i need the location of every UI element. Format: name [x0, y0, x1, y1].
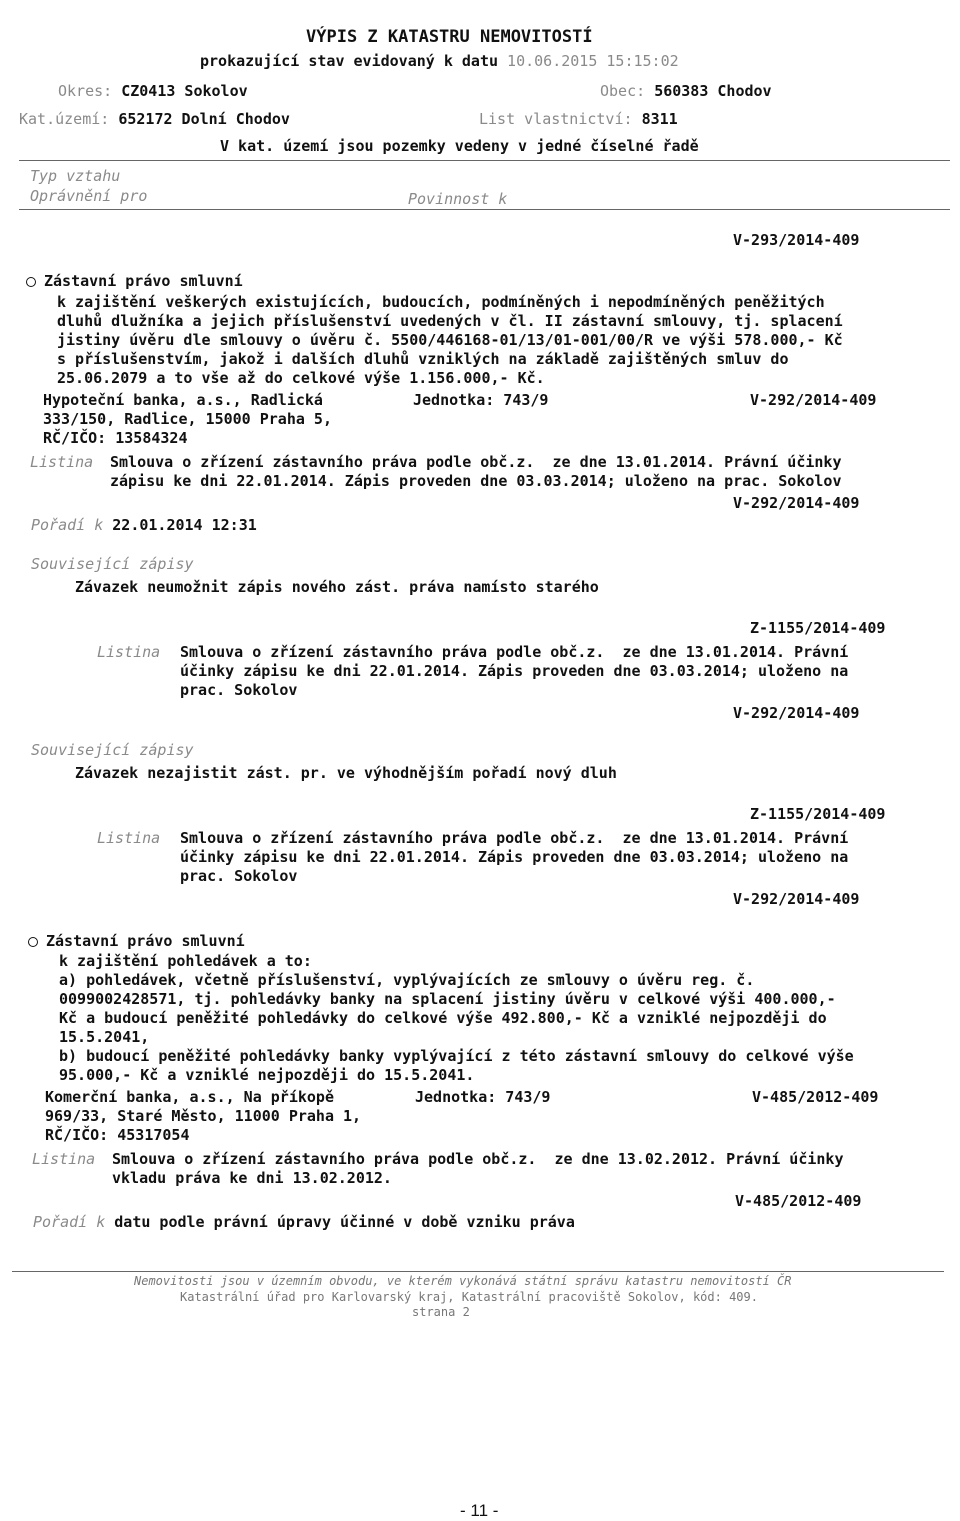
related-0-label: Související zápisy: [31, 555, 194, 573]
bullet-icon: [28, 937, 38, 947]
related-0-ref-top: Z-1155/2014-409: [750, 619, 886, 637]
kat-value: 652172 Dolní Chodov: [118, 110, 290, 128]
obec-label: Obec:: [600, 82, 646, 100]
entry1-line-2: jistiny úvěru dle smlouvy o úvěru č. 5500/446168-01/13/01-001/00/R ve výši 578.000,- Kč: [57, 331, 843, 349]
list-value: 8311: [641, 110, 678, 128]
header-note: V kat. území jsou pozemky vedeny v jedné číselné řadě: [220, 137, 699, 155]
page-number: - 11 -: [460, 1501, 499, 1520]
subtitle-prefix: prokazující stav evidovaný k datu: [200, 52, 499, 70]
entry1-line-3: s příslušenstvím, jakož i dalších dluhů vzniklých na základě zajištěných smluv do: [57, 350, 789, 368]
related-1-ref-top: Z-1155/2014-409: [750, 805, 886, 823]
entry2-line-2: 0099002428571, tj. pohledávky banky na splacení jistiny úvěru v celkové výši 400.000,-: [59, 990, 836, 1008]
entry2-listina-ref: V-485/2012-409: [735, 1192, 862, 1210]
entry2-party-2: RČ/IČO: 45317054: [45, 1126, 190, 1144]
entry1-party-1: 333/150, Radlice, 15000 Praha 5,: [43, 410, 332, 428]
entry2-listina-label: Listina: [32, 1150, 96, 1168]
column-opravneni-pro: Oprávnění pro: [30, 187, 148, 205]
column-povinnost-k: Povinnost k: [408, 190, 508, 208]
obec-row: [600, 82, 772, 101]
related-1-listina-line-1: účinky zápisu ke dni 22.01.2014. Zápis proveden dne 03.03.2014; uloženo na: [180, 848, 849, 866]
subtitle-date: 10.06.2015 15:15:02: [507, 52, 679, 70]
footer-line-3: strana 2: [412, 1305, 470, 1319]
related-0-text: Závazek neumožnit zápis nového zást. práva namísto starého: [75, 578, 599, 596]
entry1-top-ref: V-293/2014-409: [733, 231, 860, 249]
entry1-poradi-label: Pořadí k: [31, 516, 104, 534]
entry1-line-1: dluhů dlužníka a jejich příslušenství uvedených v čl. II zástavní smlouvy, tj. splacení: [57, 312, 843, 330]
list-row: [479, 110, 678, 129]
related-1-label: Související zápisy: [31, 741, 194, 759]
entry2-listina-line-1: vkladu práva ke dni 13.02.2012.: [112, 1169, 392, 1187]
kat-label: Kat.území:: [19, 110, 110, 128]
entry2-line-4: 15.5.2041,: [59, 1028, 150, 1046]
related-1-listina-line-2: prac. Sokolov: [180, 867, 298, 885]
okres-label: Okres:: [58, 82, 113, 100]
entry1-party-0: Hypoteční banka, a.s., Radlická: [43, 391, 323, 409]
entry1-poradi: [31, 516, 257, 535]
related-0-listina-line-2: prac. Sokolov: [180, 681, 298, 699]
kat-row: [19, 110, 290, 129]
related-1-listina-label: Listina: [97, 829, 161, 847]
column-typ-vztahu: Typ vztahu: [30, 167, 121, 185]
entry1-line-0: k zajištění veškerých existujících, budoucích, podmíněných i nepodmíněných peněžitých: [57, 293, 825, 311]
divider-top: [19, 160, 950, 161]
entry2-party-1: 969/33, Staré Město, 11000 Praha 1,: [45, 1107, 362, 1125]
entry2-heading: [28, 932, 245, 951]
entry2-unit-ref: V-485/2012-409: [752, 1088, 879, 1106]
document-title: VÝPIS Z KATASTRU NEMOVITOSTÍ: [306, 27, 593, 47]
footer-line-2: Katastrální úřad pro Karlovarský kraj, Katastrální pracoviště Sokolov, kód: 409.: [180, 1290, 758, 1304]
entry2-poradi-value: datu podle právní úpravy účinné v době vzniku práva: [114, 1213, 575, 1231]
divider-columns: [19, 209, 950, 210]
entry2-line-5: b) budoucí peněžité pohledávky banky vyplývající z této zástavní smlouvy do celkové výše: [59, 1047, 854, 1065]
footer-line-1: Nemovitosti jsou v územním obvodu, ve kterém vykonává státní správu katastru nemovitostí ČR: [134, 1274, 792, 1288]
related-0-listina-line-0: Smlouva o zřízení zástavního práva podle obč.z. ze dne 13.01.2014. Právní: [180, 643, 849, 661]
entry1-heading: [26, 272, 243, 291]
entry2-listina-line-0: Smlouva o zřízení zástavního práva podle obč.z. ze dne 13.02.2012. Právní účinky: [112, 1150, 844, 1168]
bullet-icon: [26, 277, 36, 287]
entry2-line-6: 95.000,- Kč a vzniklé nejpozději do 15.5.2041.: [59, 1066, 475, 1084]
entry1-listina-ref: V-292/2014-409: [733, 494, 860, 512]
divider-footer: [12, 1271, 944, 1272]
related-0-listina-line-1: účinky zápisu ke dni 22.01.2014. Zápis proveden dne 03.03.2014; uloženo na: [180, 662, 849, 680]
entry1-line-4: 25.06.2079 a to vše až do celkové výše 1.156.000,- Kč.: [57, 369, 545, 387]
document-subtitle: [200, 52, 679, 71]
entry2-line-0: k zajištění pohledávek a to:: [59, 952, 312, 970]
okres-value: CZ0413 Sokolov: [121, 82, 248, 100]
entry1-poradi-value: 22.01.2014 12:31: [112, 516, 257, 534]
entry1-listina-line-1: zápisu ke dni 22.01.2014. Zápis proveden dne 03.03.2014; uloženo na prac. Sokolov: [110, 472, 842, 490]
related-1-text: Závazek nezajistit zást. pr. ve výhodnějším pořadí nový dluh: [75, 764, 617, 782]
entry1-listina-label: Listina: [30, 453, 94, 471]
okres-row: [58, 82, 248, 101]
entry2-line-1: a) pohledávek, včetně příslušenství, vyplývajících ze smlouvy o úvěru reg. č.: [59, 971, 755, 989]
entry2-party-0: Komerční banka, a.s., Na příkopě: [45, 1088, 334, 1106]
obec-value: 560383 Chodov: [654, 82, 772, 100]
entry1-party-2: RČ/IČO: 13584324: [43, 429, 188, 447]
entry1-unit-ref: V-292/2014-409: [750, 391, 877, 409]
related-1-ref-bottom: V-292/2014-409: [733, 890, 860, 908]
entry1-unit: Jednotka: 743/9: [413, 391, 549, 409]
related-0-listina-label: Listina: [97, 643, 161, 661]
entry2-unit: Jednotka: 743/9: [415, 1088, 551, 1106]
entry2-line-3: Kč a budoucí peněžité pohledávky do celkové výše 492.800,- Kč a vzniklé nejpozději do: [59, 1009, 827, 1027]
list-label: List vlastnictví:: [479, 110, 633, 128]
entry2-heading-text: Zástavní právo smluvní: [46, 932, 245, 950]
entry1-listina-line-0: Smlouva o zřízení zástavního práva podle obč.z. ze dne 13.01.2014. Právní účinky: [110, 453, 842, 471]
entry2-poradi: [33, 1213, 575, 1232]
entry2-poradi-label: Pořadí k: [33, 1213, 106, 1231]
related-0-ref-bottom: V-292/2014-409: [733, 704, 860, 722]
related-1-listina-line-0: Smlouva o zřízení zástavního práva podle obč.z. ze dne 13.01.2014. Právní: [180, 829, 849, 847]
entry1-heading-text: Zástavní právo smluvní: [44, 272, 243, 290]
